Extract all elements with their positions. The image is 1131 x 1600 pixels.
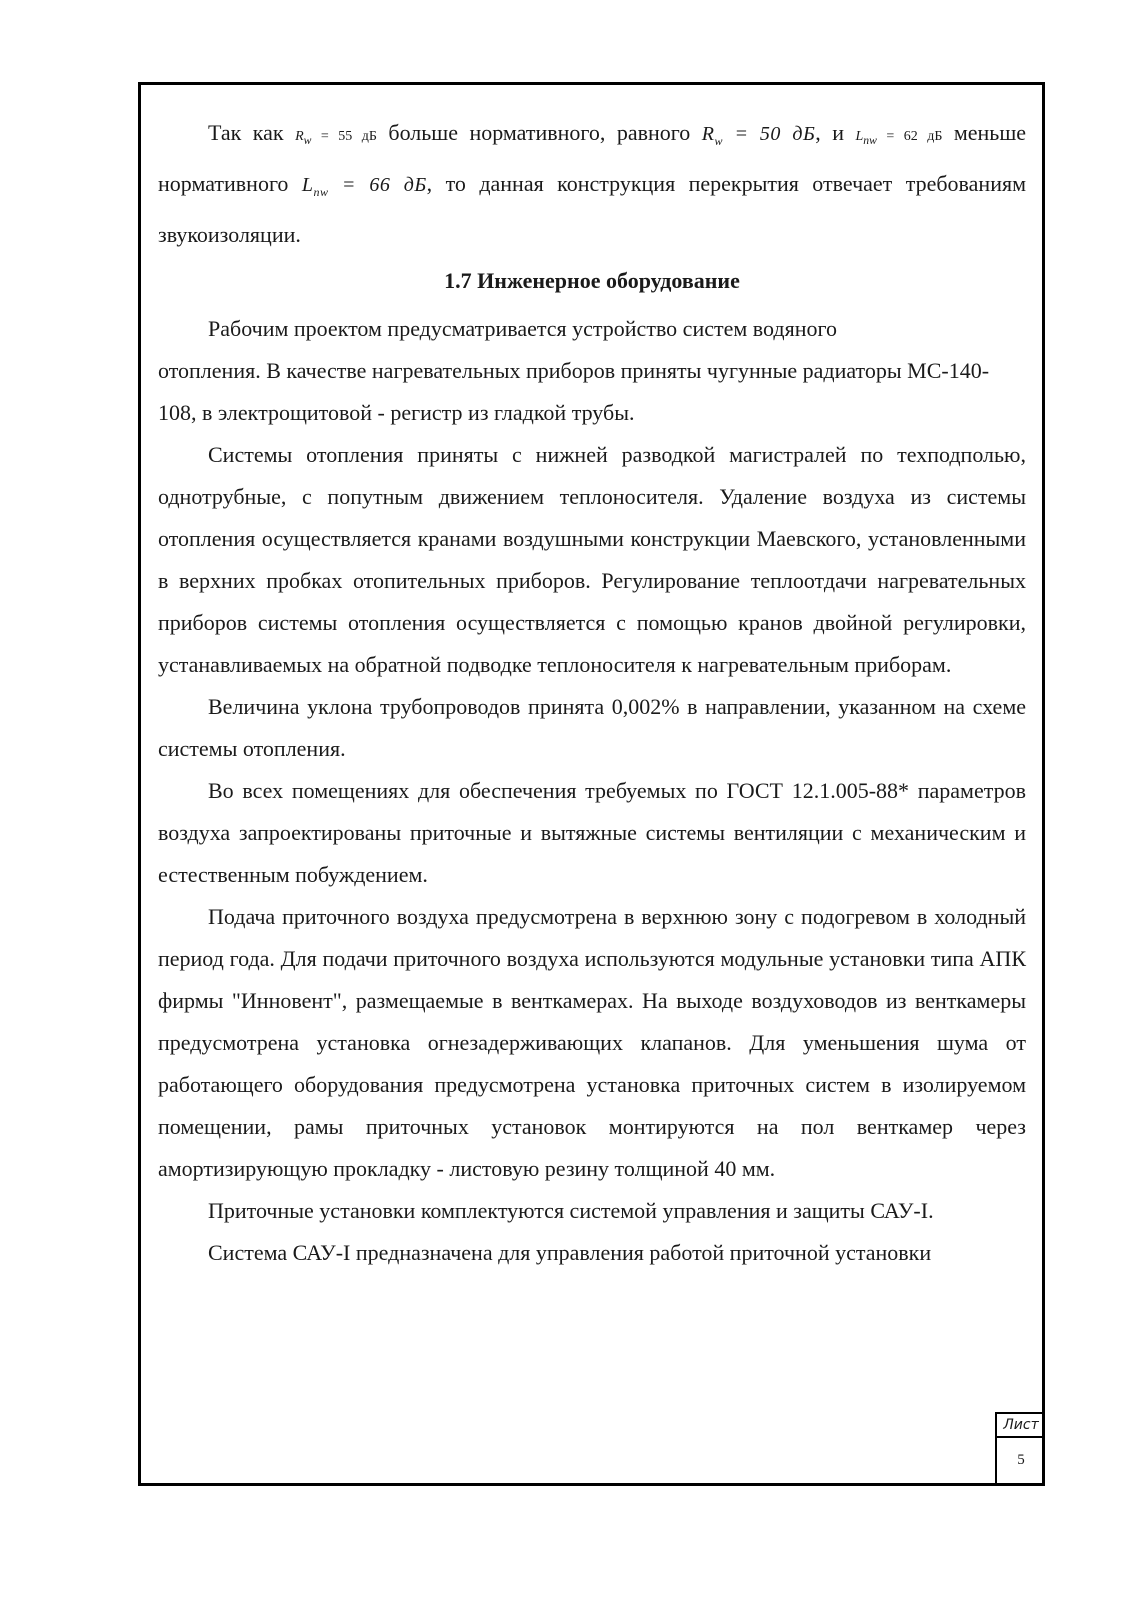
- formula-rw-norm: $R_w = 50$ дБ: [701, 123, 816, 148]
- formula-rw: $R_w = 55$ дБ: [295, 129, 377, 147]
- section-body: [158, 308, 1026, 1274]
- sheet-label: Лист: [997, 1414, 1045, 1438]
- formula-lnw: $L_{nw} = 62$ дБ: [855, 129, 943, 147]
- paragraph-sau: Система САУ-I предназначена для управления работой приточной установки: [208, 1240, 932, 1266]
- paragraph-heating-systems: Системы отопления приняты с нижней разводкой магистралей по техподполью, однотрубные, с попутным движением теплоносителя. Удаление воздуха из системы отопления осуществляется кранами воздушными конструкции Маевского, установленными в верхних пробках отопительных приборов. Регулирование теплоотдачи нагревательных приборов системы отопления осуществляется с помощью кранов двойной регулировки, устанавливаемых на обратной подводке теплоносителя к нагревательным приборам.: [158, 442, 1026, 678]
- paragraph-pipe-slope: Величина уклона трубопроводов принята 0,002% в направлении, указанном на схеме системы отопления.: [158, 694, 1026, 762]
- paragraph-heating-intro: Рабочим проектом предусматривается устройство систем водяного: [208, 316, 837, 342]
- sheet-stamp: [995, 1412, 1045, 1486]
- section-title: 1.7 Инженерное оборудование: [444, 268, 740, 294]
- paragraph-ventilation: Во всех помещениях для обеспечения требуемых по ГОСТ 12.1.005-88* параметров воздуха запроектированы приточные и вытяжные системы вентиляции с механическим и естественным побуждением.: [158, 778, 1026, 888]
- paragraph-supply-air: Подача приточного воздуха предусмотрена в верхнюю зону с подогревом в холодный период года. Для подачи приточного воздуха используются модульные установки типа АПК фирмы "Инновент", размещаемые в венткамерах. На выходе воздуховодов из венткамеры предусмотрена установка огнезадерживающих клапанов. Для уменьшения шума от работающего оборудования предусмотрена установка приточных систем в изолируемом помещении, рамы приточных установок монтируются на пол венткамер через амортизирующую прокладку - листовую резину толщиной 40 мм.: [158, 904, 1026, 1182]
- paragraph-control-system: Приточные установки комплектуются системой управления и защиты САУ-I.: [208, 1198, 934, 1224]
- sheet-number: 5: [1017, 1452, 1025, 1468]
- paragraph-sound-insulation: Так как $R_w = 55$ дБ больше нормативного, равного $R_w = 50$ дБ, и $L_{nw} = 62$ дБ меньше нормативного $L_{nw} = 66$ дБ, то данная конструкция перекрытия отвечает требованиям звукоизоляции.: [158, 120, 1027, 247]
- formula-lnw-norm: $L_{nw} = 66$ дБ: [301, 173, 427, 199]
- document-body: [158, 112, 1026, 1274]
- paragraph-heating-devices: отопления. В качестве нагревательных приборов приняты чугунные радиаторы МС-140-108, в электрощитовой - регистр из гладкой трубы.: [158, 358, 990, 426]
